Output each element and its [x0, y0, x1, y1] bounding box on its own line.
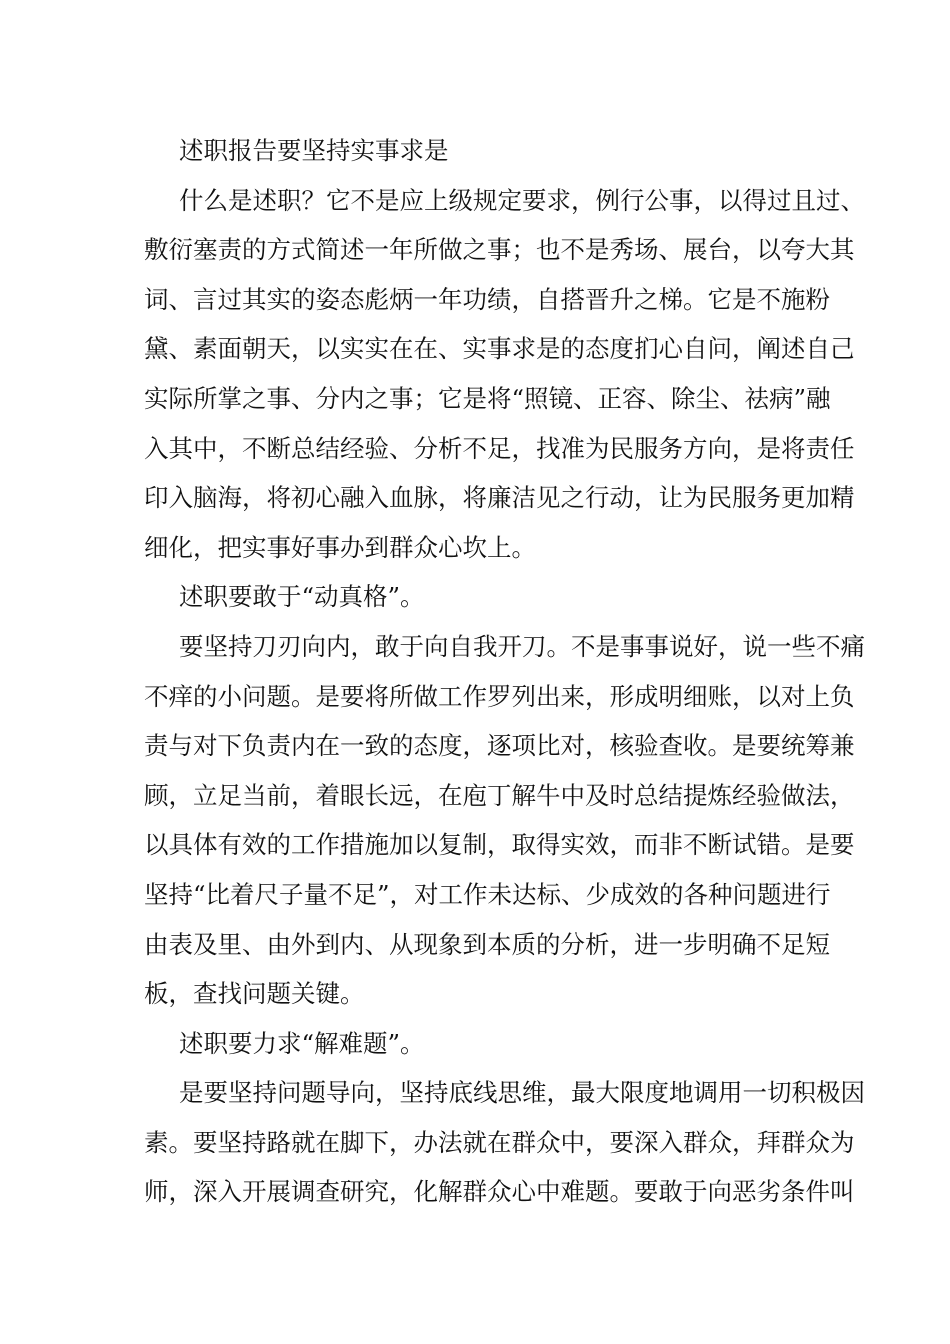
section-heading: 述职要敢于“动真格”。: [179, 582, 425, 612]
paragraph-line: 由表及里、由外到内、从现象到本质的分析，进一步明确不足短: [144, 929, 830, 959]
paragraph-line: 板，查找问题关键。: [144, 979, 365, 1009]
document-title: 述职报告要坚持实事求是: [179, 136, 449, 165]
paragraph-line: 素。要坚持路就在脚下，办法就在群众中，要深入群众，拜群众为: [144, 1127, 855, 1157]
paragraph-line: 词、言过其实的姿态彪炳一年功绩，自搭晋升之梯。它是不施粉: [144, 284, 830, 314]
paragraph-line: 敷衍塞责的方式简述一年所做之事；也不是秀场、展台，以夸大其: [144, 235, 855, 265]
paragraph-line: 是要坚持问题导向，坚持底线思维，最大限度地调用一切积极因: [179, 1078, 865, 1108]
paragraph-line: 入其中，不断总结经验、分析不足，找准为民服务方向，是将责任: [144, 433, 855, 463]
paragraph-line: 不痒的小问题。是要将所做工作罗列出来，形成明细账，以对上负: [144, 681, 855, 711]
paragraph-line: 坚持“比着尺子量不足”，对工作未达标、少成效的各种问题进行: [144, 879, 831, 909]
paragraph-line: 以具体有效的工作措施加以复制，取得实效，而非不断试错。是要: [144, 830, 855, 860]
paragraph-line: 要坚持刀刃向内，敢于向自我开刀。不是事事说好，说一些不痛: [179, 631, 865, 661]
section-heading: 述职要力求“解难题”。: [179, 1028, 425, 1058]
paragraph-line: 顾，立足当前，着眼长远，在庖丁解牛中及时总结提炼经验做法，: [144, 780, 855, 810]
document-body: [144, 126, 865, 1217]
paragraph-line: 印入脑海，将初心融入血脉，将廉洁见之行动，让为民服务更加精: [144, 483, 855, 513]
paragraph-line: 什么是述职？它不是应上级规定要求，例行公事，以得过且过、: [179, 185, 865, 215]
paragraph-line: 师，深入开展调查研究，化解群众心中难题。要敢于向恶劣条件叫: [144, 1177, 855, 1207]
paragraph-line: 实际所掌之事、分内之事；它是将“照镜、正容、除尘、祛病”融: [144, 383, 831, 413]
paragraph-line: 细化，把实事好事办到群众心坎上。: [144, 532, 536, 562]
paragraph-line: 黛、素面朝天，以实实在在、实事求是的态度扪心自问，阐述自己: [144, 334, 855, 364]
paragraph-line: 责与对下负责内在一致的态度，逐项比对，核验查收。是要统筹兼: [144, 731, 855, 761]
